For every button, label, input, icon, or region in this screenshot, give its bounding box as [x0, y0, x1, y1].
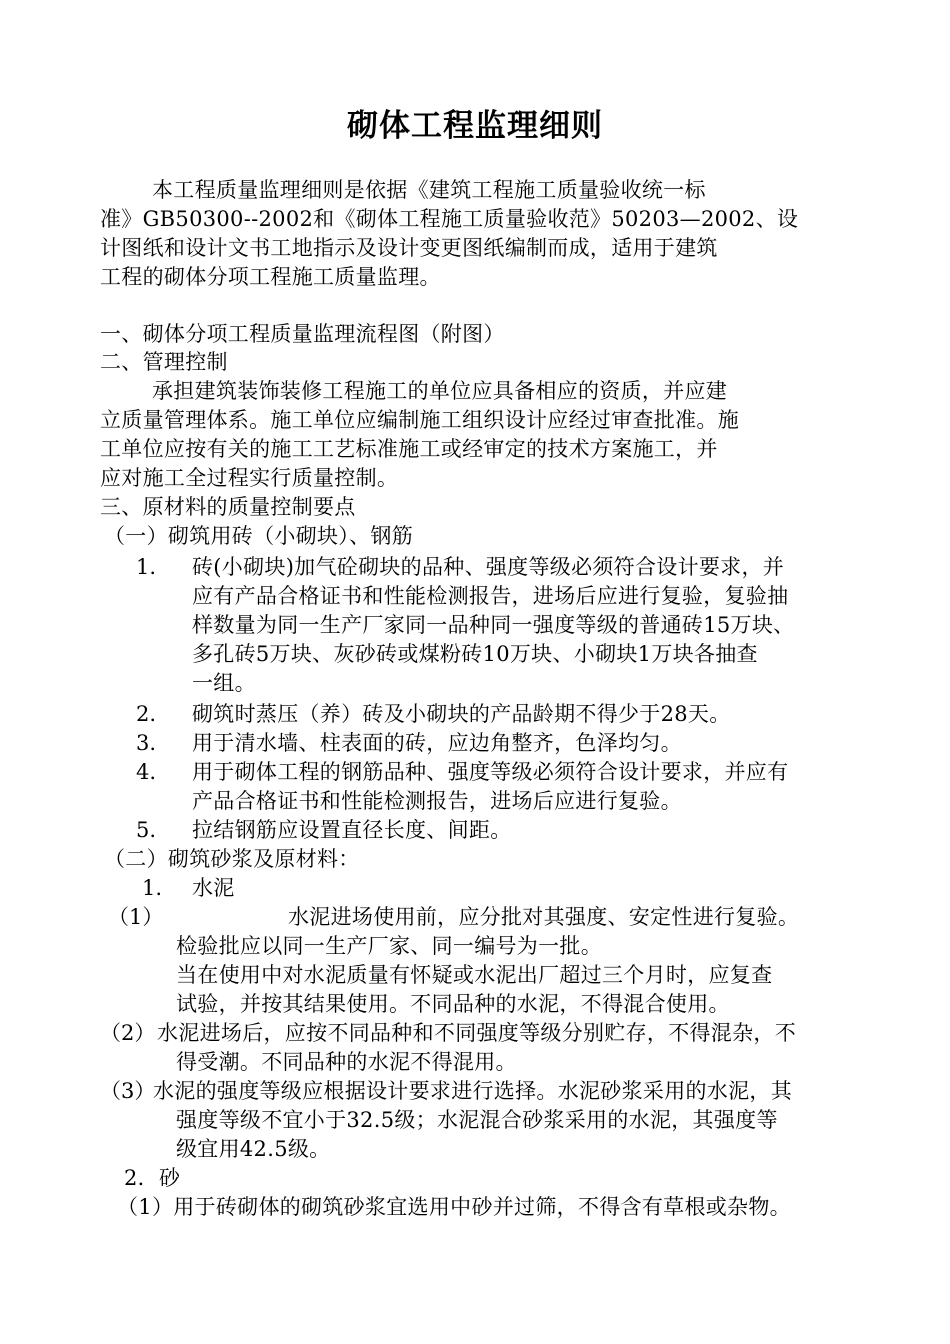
list-item-label: 2．砂	[124, 1166, 181, 1190]
section-heading: 一、砌体分项工程质量监理流程图（附图）	[100, 322, 505, 346]
list-item-line: 强度等级不宜小于32.5级；水泥混合砂浆采用的水泥，其强度等	[176, 1108, 778, 1132]
list-item-line: 当在使用中对水泥质量有怀疑或水泥出厂超过三个月时，应复查	[176, 963, 773, 987]
paragraph-line: 承担建筑装饰装修工程施工的单位应具备相应的资质，并应建	[152, 379, 728, 403]
list-item-line: 用于清水墙、柱表面的砖，应边角整齐，色泽均匀。	[192, 731, 682, 755]
list-number: （2）	[100, 1021, 156, 1045]
list-item-line: （1）用于砖砌体的砌筑砂浆宜选用中砂并过筛，不得含有草根或杂物。	[117, 1195, 791, 1219]
list-number: （3）	[100, 1079, 156, 1103]
list-item-line: 用于砌体工程的钢筋品种、强度等级必须符合设计要求，并应有	[192, 760, 789, 784]
section-heading: 三、原材料的质量控制要点	[100, 495, 356, 519]
list-item-line: 试验，并按其结果使用。不同品种的水泥，不得混合使用。	[176, 992, 730, 1016]
list-item-line: 多孔砖5万块、灰砂砖或煤粉砖10万块、小砌块1万块各抽查	[192, 642, 758, 666]
paragraph-line: 应对施工全过程实行质量控制。	[100, 466, 399, 490]
list-item-label: 水泥	[192, 876, 235, 900]
list-item-line: 级宜用42.5级。	[176, 1137, 331, 1161]
intro-line: 计图纸和设计文书工地指示及设计变更图纸编制而成，适用于建筑	[100, 236, 718, 260]
list-number: 2.	[136, 702, 157, 726]
list-item-line: 拉结钢筋应设置直径长度、间距。	[192, 818, 512, 842]
intro-line: 准》GB50300--2002和《砌体工程施工质量验收范》50203—2002、设	[100, 207, 799, 231]
list-number: 3.	[136, 731, 157, 755]
list-number: 5.	[136, 818, 157, 842]
paragraph-line: 工单位应按有关的施工工艺标准施工或经审定的技术方案施工，并	[100, 437, 718, 461]
list-number: 1.	[136, 555, 157, 579]
list-item-line: 得受潮。不同品种的水泥不得混用。	[176, 1050, 517, 1074]
list-item-line: 应有产品合格证书和性能检测报告，进场后应进行复验，复验抽	[192, 584, 789, 608]
list-item-line: 水泥进场后，应按不同品种和不同强度等级分别贮存，不得混杂，不	[157, 1021, 796, 1045]
list-number: 1.	[142, 876, 163, 900]
document-title: 砌体工程监理细则	[347, 108, 603, 144]
subsection-heading: （一）砌筑用砖（小砌块）、钢筋	[104, 524, 413, 548]
intro-line: 本工程质量监理细则是依据《建筑工程施工质量验收统一标	[152, 178, 706, 202]
list-number: （1）	[108, 905, 164, 929]
list-item-line: 水泥进场使用前，应分批对其强度、安定性进行复验。	[288, 905, 800, 929]
subsection-heading: （二）砌筑砂浆及原材料：	[104, 847, 360, 871]
intro-line: 工程的砌体分项工程施工质量监理。	[100, 265, 441, 289]
paragraph-line: 立质量管理体系。施工单位应编制施工组织设计应经过审查批准。施	[100, 408, 739, 432]
list-item-line: 检验批应以同一生产厂家、同一编号为一批。	[176, 934, 602, 958]
list-item-line: 砌筑时蒸压（养）砖及小砌块的产品龄期不得少于28天。	[192, 702, 731, 726]
list-item-line: 一组。	[192, 671, 256, 695]
list-item-line: 产品合格证书和性能检测报告，进场后应进行复验。	[192, 789, 682, 813]
list-item-line: 水泥的强度等级应根据设计要求进行选择。水泥砂浆采用的水泥，其	[153, 1079, 792, 1103]
list-item-line: 样数量为同一生产厂家同一品种同一强度等级的普通砖15万块、	[192, 613, 795, 637]
section-heading: 二、管理控制	[100, 350, 228, 374]
list-item-line: 砖(小砌块)加气砼砌块的品种、强度等级必须符合设计要求，并	[192, 555, 785, 579]
list-number: 4.	[136, 760, 157, 784]
